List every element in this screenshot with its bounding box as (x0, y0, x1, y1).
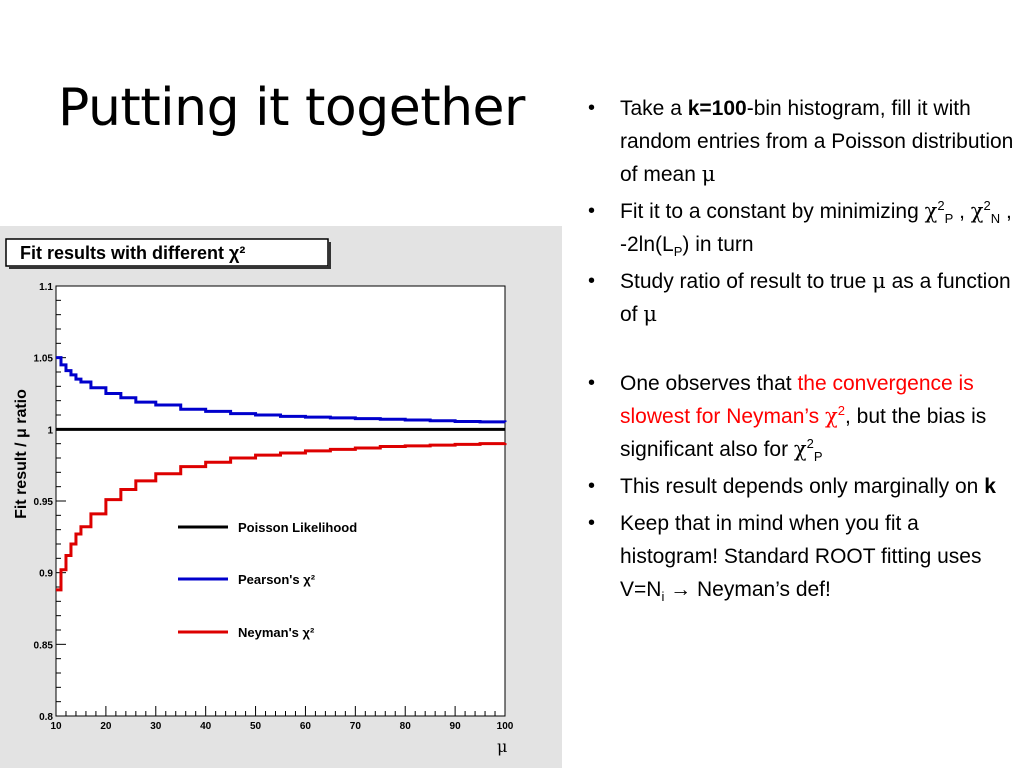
y-tick-label-5: 1.05 (33, 353, 53, 365)
bullet-item-study-ratio: • Study ratio of result to true μ as a function of μ (582, 265, 1018, 331)
bullet-item-root-note: • Keep that in mind when you fit a histogram! Standard ROOT fitting uses $V=N_i$ → Neyman’s def! (582, 507, 1018, 606)
plot-svg (0, 226, 562, 768)
plot-title: Fit results with different χ² (20, 243, 246, 263)
x-tick-label-7: 80 (399, 721, 411, 732)
x-tick-label-4: 50 (249, 721, 262, 732)
plot-canvas (0, 226, 562, 768)
y-tick-label-4: 1 (47, 425, 53, 437)
x-tick-label-0: 10 (50, 721, 62, 732)
y-tick-label-0: 0.8 (39, 712, 53, 723)
x-tick-label-9: 100 (496, 721, 514, 732)
y-tick-label-2: 0.9 (39, 568, 53, 580)
y-tick-label-1: 0.85 (33, 640, 53, 652)
x-tick-label-6: 70 (349, 721, 361, 732)
plot-title-shadow-bottom (9, 266, 331, 269)
bullet-item-dependence: • This result depends only marginally on k (582, 470, 1018, 503)
legend-label-pearson: Pearson's χ² (238, 572, 316, 587)
bullet-item-histogram: • Take a k=100-bin histogram, fill it with random entries from a Poisson distribution of mean μ (582, 92, 1018, 191)
x-tick-label-8: 90 (449, 721, 461, 732)
bullet-item-observation: • One observes that the convergence is slowest for Neyman’s $\chi^2$, but the bias is significant also for $\chi^2_P$ (582, 367, 1018, 466)
slide-title: Putting it together (58, 78, 525, 138)
y-axis-label: Fit result / μ ratio (13, 389, 30, 519)
legend-label-neyman: Neyman's χ² (238, 625, 315, 640)
x-tick-label-3: 40 (200, 721, 212, 732)
x-axis-label: μ (497, 737, 508, 756)
legend-label-poisson: Poisson Likelihood (238, 520, 358, 535)
y-tick-label-6: 1.1 (39, 282, 53, 293)
bullet-item-fit-constant: • Fit it to a constant by minimizing $\chi^2_P$ , $\chi^2_N$ , $-2\ln(L_P)$ in turn (582, 195, 1018, 261)
y-tick-label-3: 0.95 (33, 497, 53, 508)
x-tick-label-5: 60 (299, 721, 312, 732)
x-tick-label-2: 30 (150, 721, 162, 732)
plot-title-shadow-right (328, 242, 331, 269)
bullet-list (582, 92, 1018, 610)
x-tick-label-1: 20 (100, 721, 112, 732)
